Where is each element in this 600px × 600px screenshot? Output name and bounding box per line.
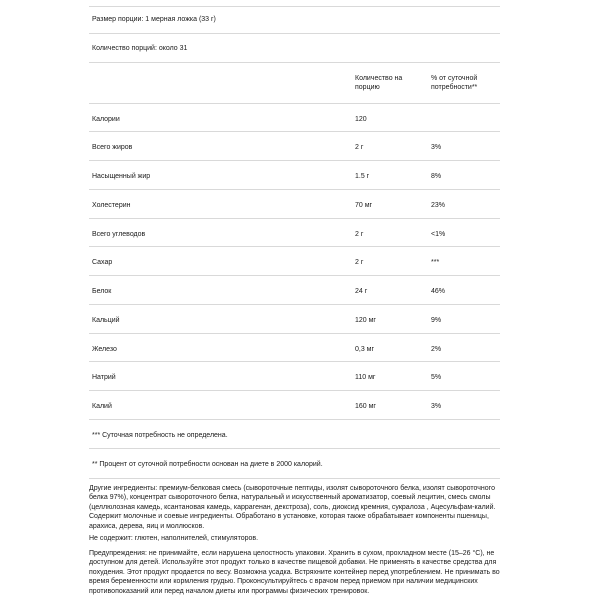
divider xyxy=(89,304,500,305)
nutrient-name: Калории xyxy=(92,116,120,123)
nutrient-name: Всего углеводов xyxy=(92,231,146,238)
nutrient-amount: 0,3 мг xyxy=(355,346,375,353)
nutrient-name: Сахар xyxy=(92,259,113,266)
divider xyxy=(89,390,500,391)
divider xyxy=(89,478,500,479)
nutrient-name: Холестерин xyxy=(92,202,131,209)
nutrient-name: Калий xyxy=(92,403,112,410)
divider xyxy=(89,448,500,449)
table-row xyxy=(0,259,600,287)
divider xyxy=(89,189,500,190)
servings-count: Количество порций: около 31 xyxy=(92,45,188,52)
table-row xyxy=(0,173,600,201)
nutrient-amount: 160 мг xyxy=(355,403,376,410)
nutrient-amount: 2 г xyxy=(355,231,364,238)
nutrient-amount: 24 г xyxy=(355,288,368,295)
header-amount-per-serving: Количество на порцию xyxy=(355,75,403,91)
table-row xyxy=(0,374,600,402)
nutrient-name: Железо xyxy=(92,346,117,353)
divider xyxy=(89,62,500,63)
divider xyxy=(89,131,500,132)
nutrient-daily-value: 2% xyxy=(431,346,442,353)
divider xyxy=(89,6,500,7)
other-ingredients: Другие ингредиенты: премиум-белковая смесь (сывороточные пептиды, изолят сывороточного белка, изолят сывороточного белка 97%), концентрат сывороточного белка, натуральный и искусственный ароматизатор, соевый лецитин, смесь смолы (целлюлозная камедь, ксантановая камедь, каррагенан, декстроза), соль, диоксид кремния, сукралоза , Ацесульфам-калий. Содержит молочные и соевые ингредиенты. Обработано в установке, которая также обрабатывает компоненты пшеницы, арахиса, дерева, яиц и моллюсков. xyxy=(89,485,496,530)
divider xyxy=(89,246,500,247)
divider xyxy=(89,275,500,276)
nutrient-daily-value: 46% xyxy=(431,288,446,295)
divider xyxy=(89,218,500,219)
nutrient-daily-value: 3% xyxy=(431,403,442,410)
nutrient-amount: 70 мг xyxy=(355,202,373,209)
nutrient-amount: 120 xyxy=(355,116,367,123)
nutrient-daily-value: 23% xyxy=(431,202,446,209)
nutrient-name: Белок xyxy=(92,288,112,295)
does-not-contain: Не содержит: глютен, наполнителей, стимуляторов. xyxy=(89,535,259,542)
table-row xyxy=(0,346,600,374)
serving-size: Размер порции: 1 мерная ложка (33 г) xyxy=(92,16,216,23)
table-row xyxy=(0,231,600,259)
nutrient-name: Кальций xyxy=(92,317,120,324)
table-row xyxy=(0,403,600,431)
nutrient-daily-value: *** xyxy=(431,259,440,266)
nutrient-daily-value: 8% xyxy=(431,173,442,180)
nutrient-daily-value: 3% xyxy=(431,144,442,151)
divider xyxy=(89,419,500,420)
nutrient-name: Насыщенный жир xyxy=(92,173,151,180)
footnote-not-defined: *** Суточная потребность не определена. xyxy=(92,432,228,439)
nutrient-name: Натрий xyxy=(92,374,116,381)
divider xyxy=(89,361,500,362)
divider xyxy=(89,103,500,104)
table-row xyxy=(0,317,600,345)
nutrient-name: Всего жиров xyxy=(92,144,133,151)
table-row xyxy=(0,144,600,172)
nutrient-daily-value: 9% xyxy=(431,317,442,324)
nutrient-amount: 1.5 г xyxy=(355,173,370,180)
table-row xyxy=(0,288,600,316)
table-row xyxy=(0,116,600,144)
nutrient-amount: 2 г xyxy=(355,144,364,151)
footnote-daily-value-basis: ** Процент от суточной потребности основан на диете в 2000 калорий. xyxy=(92,461,323,468)
warnings: Предупреждения: не принимайте, если нарушена целостность упаковки. Хранить в сухом, прохладном месте (15–26 °C), не доступном для детей. Используйте этот продукт только в качестве пищевой добавки. Не применять в качестве средства для похудения. Этот продукт продается по весу. Возможна усадка. Встряхните контейнер перед употреблением. Не принимать во время беременности или кормления грудью. Проконсультируйтесь с врачом перед приемом при наличии медицинских противопоказаний или перед началом диеты или программы физических тренировок. xyxy=(89,550,500,595)
nutrient-daily-value: <1% xyxy=(431,231,446,238)
header-daily-value: % от суточной потребности** xyxy=(431,75,478,91)
nutrient-amount: 110 мг xyxy=(355,374,376,381)
divider xyxy=(89,333,500,334)
divider xyxy=(89,33,500,34)
divider xyxy=(89,160,500,161)
nutrient-daily-value: 5% xyxy=(431,374,442,381)
nutrient-amount: 120 мг xyxy=(355,317,376,324)
nutrient-amount: 2 г xyxy=(355,259,364,266)
table-row xyxy=(0,202,600,230)
